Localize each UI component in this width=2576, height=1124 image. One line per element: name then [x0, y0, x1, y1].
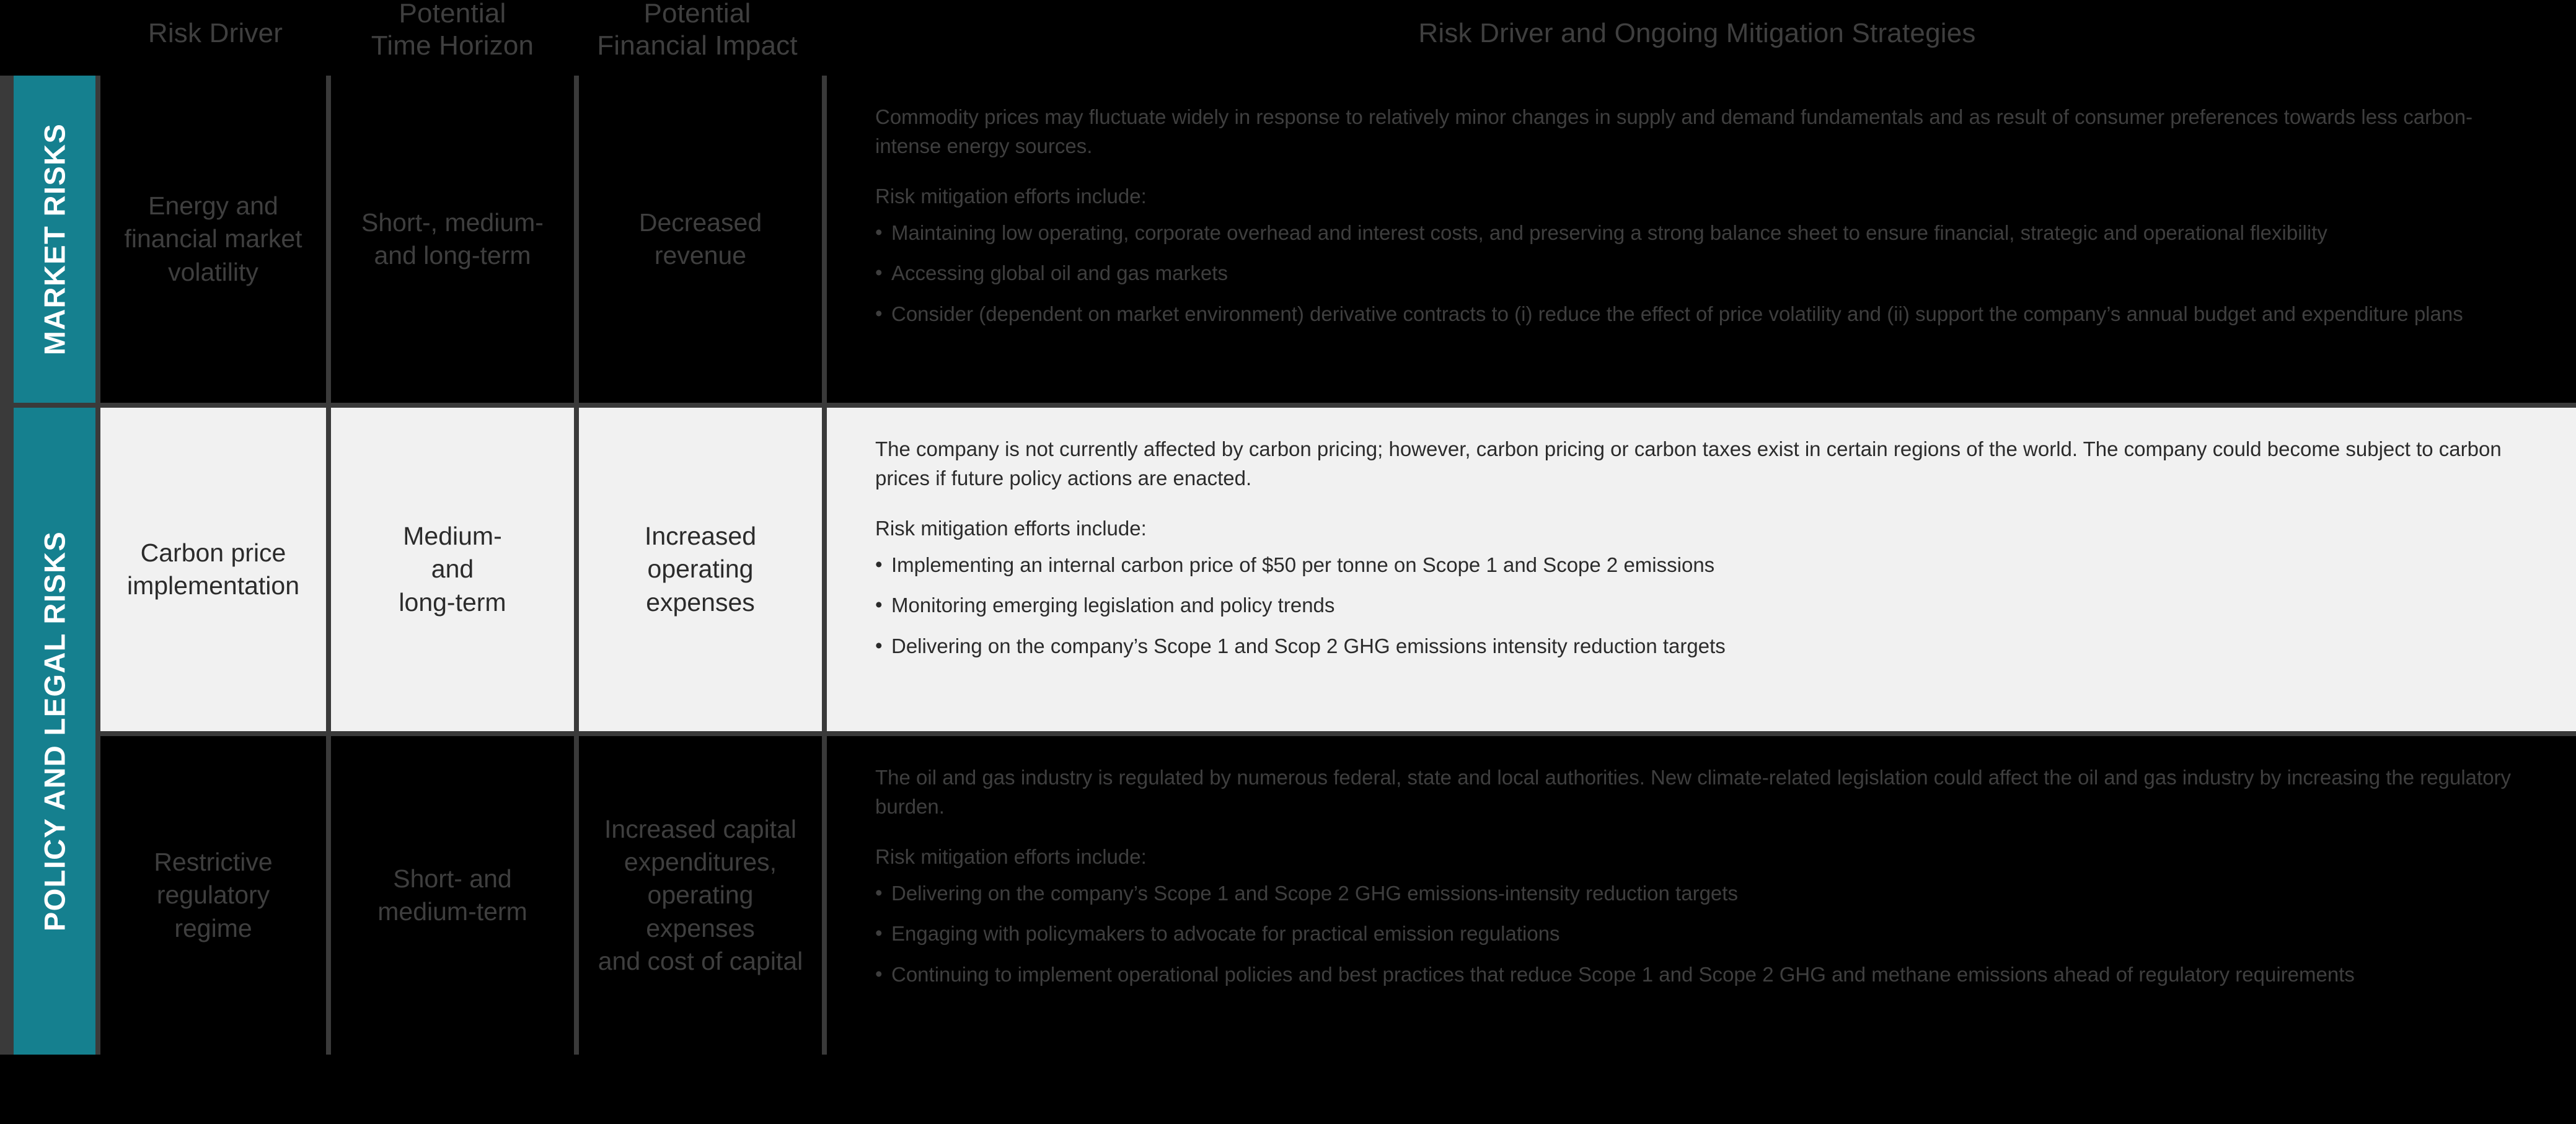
- cell-mitigation-strategies: [827, 736, 2576, 1055]
- cell-time-horizon-wrap: [331, 736, 574, 1055]
- cell-financial-impact: Increased operating expenses: [644, 522, 757, 617]
- table-row: [100, 736, 326, 1055]
- risk-table-grid: [0, 76, 2576, 1055]
- mitigation-bullet-list: [875, 879, 2536, 990]
- column-header-risk-driver: [99, 17, 332, 50]
- mitigation-intro: The oil and gas industry is regulated by numerous federal, state and local authorities. New climate-related legislation could affect the oil and gas industry by increasing the regulatory burden.: [875, 766, 2512, 818]
- category-band-policy-and-legal-risks: [14, 408, 95, 1055]
- cell-mitigation-strategies: [827, 76, 2576, 403]
- list-item: • Monitoring emerging legislation and policy trends: [875, 591, 2536, 620]
- mitigation-lead: Risk mitigation efforts include:: [875, 516, 1147, 540]
- list-item: • Delivering on the company’s Scope 1 and Scope 2 GHG emissions-intensity reduction targets: [875, 879, 2536, 908]
- list-item: • Continuing to implement operational policies and best practices that reduce Scope 1 and Scope 2 GHG and methane emissions ahead of regulatory requirements: [875, 960, 2536, 990]
- mitigation-lead: Risk mitigation efforts include:: [875, 845, 1147, 868]
- table-row: [100, 76, 326, 403]
- cell-financial-impact-wrap: [579, 76, 822, 403]
- column-header-time-horizon-line1: Potential: [399, 0, 506, 29]
- mitigation-bullet-list: [875, 551, 2536, 662]
- cell-time-horizon: Medium- and long-term: [399, 522, 506, 617]
- cell-time-horizon-wrap: [331, 76, 574, 403]
- cell-financial-impact-wrap: [579, 408, 822, 731]
- mitigation-lead: Risk mitigation efforts include:: [875, 184, 1147, 208]
- list-item: • Implementing an internal carbon price of $50 per tonne on Scope 1 and Scope 2 emissions: [875, 551, 2536, 580]
- column-header-financial-impact-line2: Financial Impact: [597, 30, 798, 61]
- cell-financial-impact-wrap: [579, 736, 822, 1055]
- column-header-financial-impact-line1: Potential: [643, 0, 751, 29]
- cell-risk-driver: Energy and financial market volatility: [124, 191, 302, 286]
- column-header-financial-impact: [573, 0, 821, 62]
- category-band-market-risks-label: MARKET RISKS: [38, 123, 71, 356]
- category-band-market-risks: [14, 76, 95, 403]
- list-item: • Delivering on the company’s Scope 1 and Scop 2 GHG emissions intensity reduction targets: [875, 632, 2536, 661]
- cell-risk-driver: Carbon price implementation: [126, 538, 300, 600]
- list-item: • Accessing global oil and gas markets: [875, 259, 2536, 288]
- cell-risk-driver: Restrictive regulatory regime: [154, 848, 273, 942]
- mitigation-intro: The company is not currently affected by carbon pricing; however, carbon pricing or carbon taxes exist in certain regions of the world. The company could become subject to carbon prices if future policy actions are enacted.: [875, 437, 2502, 490]
- page-bottom-bar: [0, 1055, 2576, 1124]
- mitigation-intro: Commodity prices may fluctuate widely in response to relatively minor changes in supply and demand fundamentals and as result of consumer preferences towards less carbon-intense energy sources.: [875, 105, 2473, 157]
- table-header-row: [0, 0, 2576, 76]
- mitigation-bullet-list: [875, 219, 2536, 330]
- list-item: • Maintaining low operating, corporate overhead and interest costs, and preserving a strong balance sheet to ensure financial, strategic and operational flexibility: [875, 219, 2536, 248]
- column-header-mitigation-label: Risk Driver and Ongoing Mitigation Strategies: [1418, 18, 1976, 48]
- category-band-policy-and-legal-risks-label: POLICY AND LEGAL RISKS: [38, 530, 71, 932]
- column-header-mitigation: [818, 17, 2576, 50]
- cell-financial-impact: Increased capital expenditures, operating expenses and cost of capital: [598, 814, 803, 975]
- list-item: • Consider (dependent on market environment) derivative contracts to (i) reduce the effect of price volatility and (ii) support the company’s annual budget and expenditure plans: [875, 300, 2536, 329]
- cell-time-horizon: Short-, medium- and long-term: [361, 208, 544, 270]
- table-row: [100, 408, 326, 731]
- cell-time-horizon-wrap: [331, 408, 574, 731]
- cell-time-horizon: Short- and medium-term: [377, 864, 527, 926]
- cell-mitigation-strategies: [827, 408, 2576, 731]
- list-item: • Engaging with policymakers to advocate for practical emission regulations: [875, 920, 2536, 949]
- column-header-time-horizon: [329, 0, 576, 62]
- cell-financial-impact: Decreased revenue: [638, 208, 762, 270]
- column-header-time-horizon-line2: Time Horizon: [371, 30, 534, 61]
- column-header-risk-driver-label: Risk Driver: [148, 18, 283, 48]
